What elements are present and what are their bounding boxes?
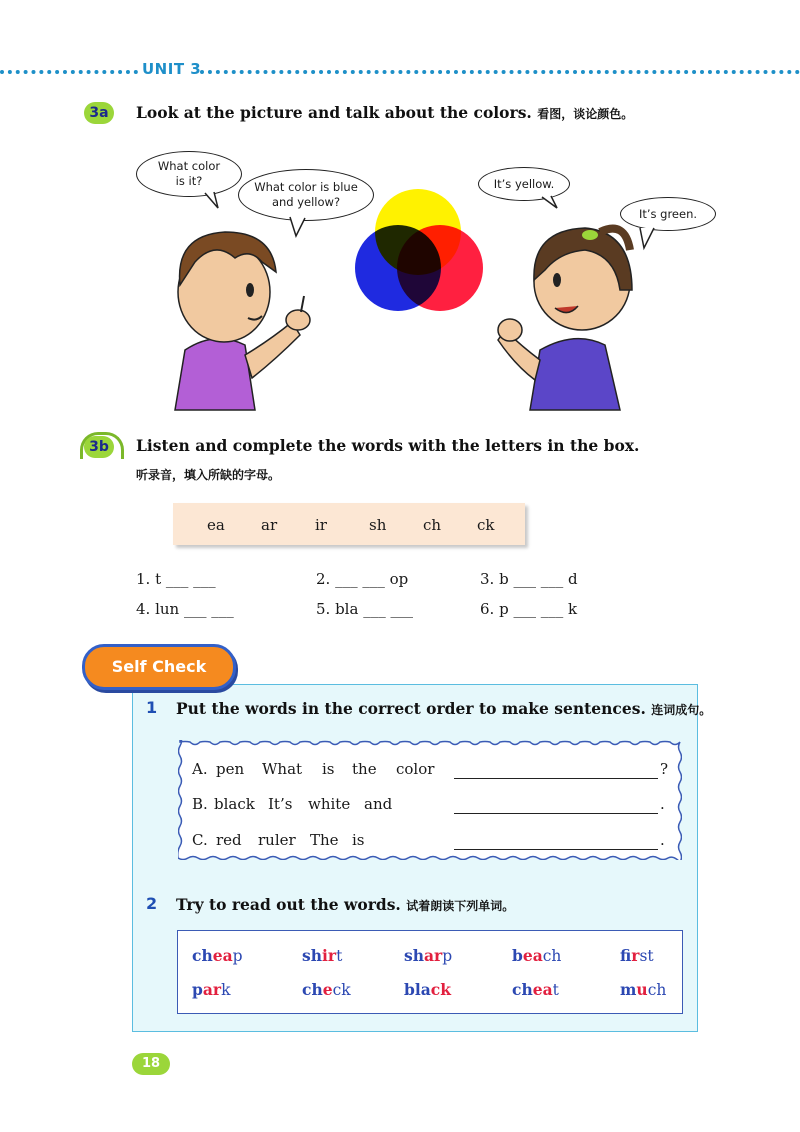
section-3a-title: Look at the picture and talk about the colors. 看图，谈论颜色。: [136, 103, 634, 122]
row-a-letter: A.: [192, 760, 208, 778]
bubble-blue-yellow: What color is blue and yellow?: [238, 169, 374, 221]
bubble-what-color: What color is it?: [136, 151, 242, 197]
word-box: [177, 930, 683, 1014]
read-word-check: check: [302, 980, 351, 999]
answer-line-b[interactable]: [454, 813, 658, 814]
bubble-its-green: It’s green.: [620, 197, 716, 231]
girl-figure-icon: [498, 228, 632, 410]
badge-3b: 3b: [84, 436, 114, 458]
row-a-end: ?: [660, 760, 669, 778]
letter-ch: ch: [423, 516, 442, 534]
badge-3a: 3a: [84, 102, 114, 124]
row-a-word-3: is: [322, 760, 335, 778]
row-a-word-5: color: [396, 760, 435, 778]
question-1: 1. t ___ ___: [136, 570, 216, 588]
answer-line-a[interactable]: [454, 778, 658, 779]
row-b-word-4: and: [364, 795, 393, 813]
bubble-tail-4: [640, 228, 654, 248]
row-c-word-4: is: [352, 831, 365, 849]
row-a-word-1: pen: [216, 760, 245, 778]
read-word-first: first: [620, 946, 654, 965]
row-c-letter: C.: [192, 831, 208, 849]
letter-ir: ir: [315, 516, 327, 534]
section-3b-title-cn: 听录音，填入所缺的字母。: [136, 468, 281, 482]
read-word-cheap: cheap: [192, 946, 243, 965]
task-2-title: Try to read out the words. 试着朗读下列单词。: [176, 895, 515, 914]
bubble-tail-1: [205, 192, 218, 208]
row-a-word-2: What: [262, 760, 303, 778]
read-word-shirt: shirt: [302, 946, 343, 965]
row-b-word-1: black: [214, 795, 255, 813]
letter-box: [173, 503, 525, 545]
boy-figure-icon: [175, 232, 310, 410]
read-word-much: much: [620, 980, 667, 999]
bubble-tail-3: [542, 196, 557, 208]
row-b-end: .: [660, 795, 665, 813]
self-check-label: Self Check: [82, 644, 236, 690]
bubble-its-yellow: It’s yellow.: [478, 167, 570, 201]
row-c-word-2: ruler: [258, 831, 296, 849]
section-3b-title: Listen and complete the words with the letters in the box.: [136, 436, 640, 455]
row-b-letter: B.: [192, 795, 208, 813]
unit-label: UNIT 3: [142, 60, 202, 78]
read-word-beach: beach: [512, 946, 562, 965]
letter-ar: ar: [261, 516, 278, 534]
answer-line-c[interactable]: [454, 849, 658, 850]
row-c-word-3: The: [310, 831, 339, 849]
question-4: 4. lun ___ ___: [136, 600, 234, 618]
row-b-word-2: It’s: [268, 795, 293, 813]
page-number: 18: [132, 1053, 170, 1075]
task-2-number: 2: [146, 894, 158, 913]
question-5: 5. bla ___ ___: [316, 600, 413, 618]
question-2: 2. ___ ___ op: [316, 570, 409, 588]
task-1-number: 1: [146, 698, 158, 717]
illustration: [0, 0, 800, 420]
row-a-word-4: the: [352, 760, 377, 778]
read-word-black: black: [404, 980, 451, 999]
red-circle: [397, 225, 483, 311]
row-c-end: .: [660, 831, 665, 849]
read-word-sharp: sharp: [404, 946, 453, 965]
color-wheel-icon: [355, 189, 483, 311]
bubble-tail-2: [290, 217, 305, 236]
question-6: 6. p ___ ___ k: [480, 600, 578, 618]
letter-sh: sh: [369, 516, 387, 534]
row-c-word-1: red: [216, 831, 242, 849]
read-word-park: park: [192, 980, 231, 999]
read-word-cheat: cheat: [512, 980, 559, 999]
question-3: 3. b ___ ___ d: [480, 570, 578, 588]
letter-ea: ea: [207, 516, 225, 534]
task-1-title: Put the words in the correct order to make sentences. 连词成句。: [176, 699, 712, 718]
row-b-word-3: white: [308, 795, 351, 813]
letter-ck: ck: [477, 516, 495, 534]
